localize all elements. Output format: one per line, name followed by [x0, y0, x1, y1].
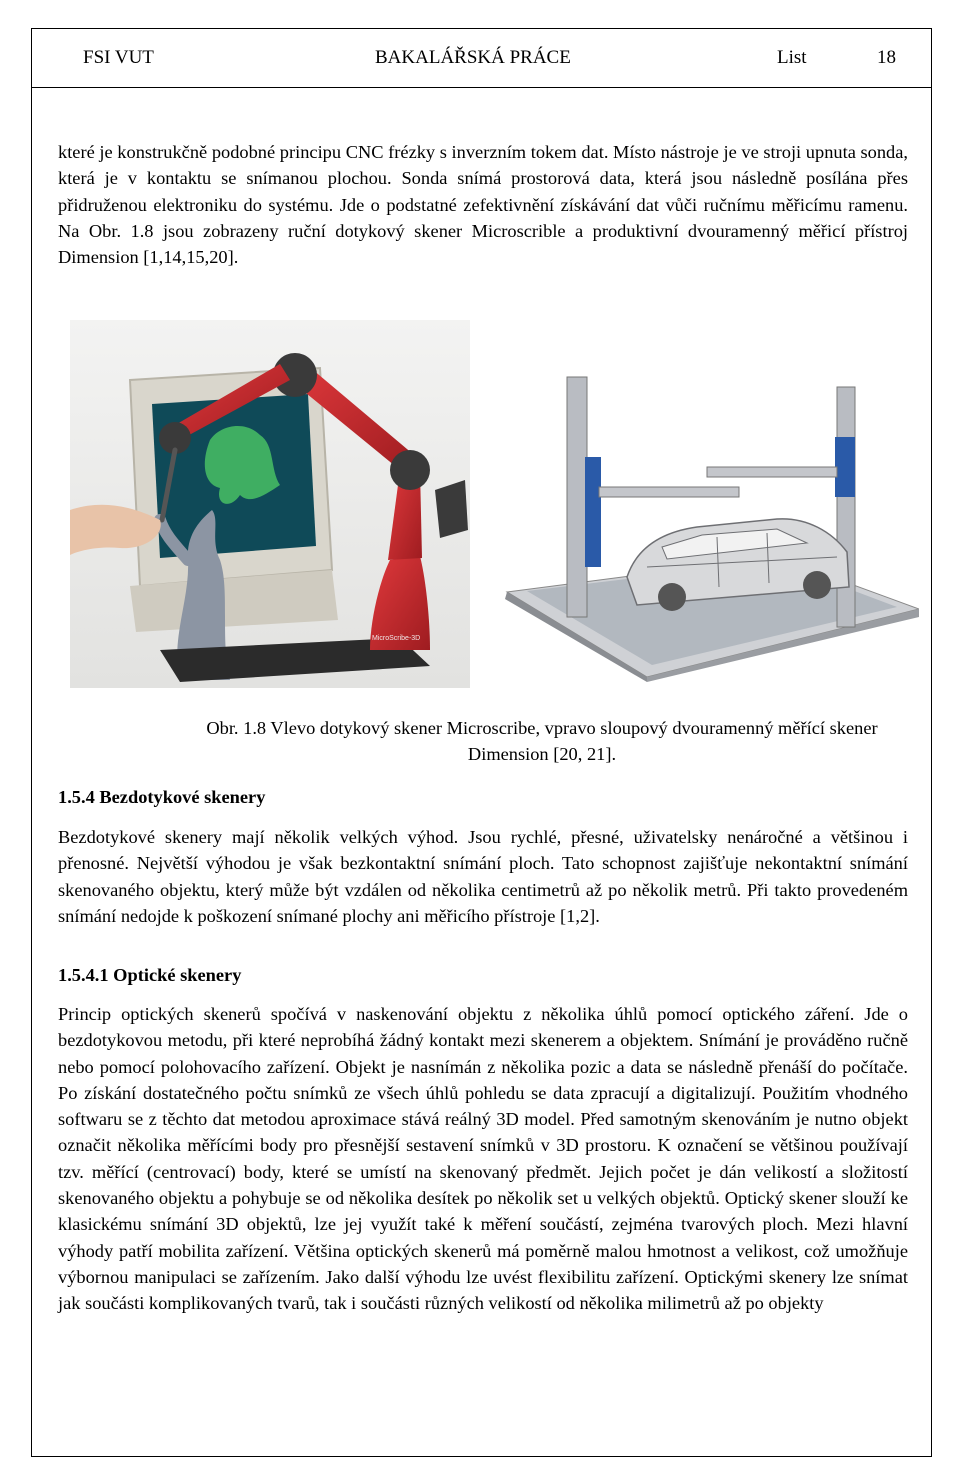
header-page-number: 18	[877, 47, 896, 68]
header-institution: FSI VUT	[83, 47, 154, 68]
page-header	[32, 29, 931, 88]
header-list-label: List	[777, 47, 807, 68]
figure-microscribe-image	[70, 320, 470, 688]
figure-caption: Obr. 1.8 Vlevo dotykový skener Microscribe, vpravo sloupový dvouramenný měřící skener Dimension [20, 21].	[206, 718, 878, 764]
section-heading-1-5-4: 1.5.4 Bezdotykové skenery	[58, 787, 266, 807]
paragraph-intro: které je konstrukčně podobné principu CNC frézky s inverzním tokem dat. Místo nástroje je ve stroji upnuta sonda, která je v kontaktu se snímanou plochou. Sonda snímá prostorová data, která jsou následně posílána přes přidruženou elektroniku do systému. Jde o podstatné zefektivnění získávání dat vůči ručnímu měřicímu ramenu. Na Obr. 1.8 jsou zobrazeny ruční dotykový skener Microscrible a produktivní dvouramenný měřicí přístroj Dimension [1,14,15,20].	[58, 142, 908, 268]
microscribe-logo: MicroScribe-3D	[372, 635, 421, 642]
section-heading-1-5-4-1: 1.5.4.1 Optické skenery	[58, 965, 242, 985]
paragraph-noncontact-scanners: Bezdotykové skenery mají několik velkých výhod. Jsou rychlé, přesné, uživatelsky nenáročné a většinou i přenosné. Největší výhodou je však bezkontaktní snímání ploch. Tato schopnost zajišťuje nekontaktní snímání skenovaného objektu, který může být vzdálen od několika centimetrů až po několik metrů. Při takto provedeném snímání nedojde k poškození snímané plochy ani měřicího přístroje [1,2].	[58, 827, 908, 926]
page-frame	[31, 28, 932, 1457]
header-title: BAKALÁŘSKÁ PRÁCE	[375, 47, 571, 68]
figure-dimension-cmm-image	[487, 347, 919, 682]
paragraph-optical-scanners: Princip optických skenerů spočívá v naskenování objektu z několika úhlů pomocí optického záření. Jde o bezdotykovou metodu, při které neprobíhá žádný kontakt mezi skenerem a objektem. Snímání je prováděno ručně nebo pomocí polohovacího zařízení. Objekt je nasnímán z několika pozic a data se následně přenáší do počítače. Po získání dostatečného počtu snímků ze všech úhlů pohledu se data zpracují a digitalizují. Použitím vhodného softwaru se z těchto dat metodou aproximace stává reálný 3D model. Před samotným skenováním je nutno objekt označit několika měřícími body pro přesnější sestavení snímků v 3D prostoru. K označení se většinou používají tzv. měřící (centrovací) body, které se umístí na skenovaný předmět. Jejich počet je dán velikostí a složitostí skenovaného objektu a pohybuje se od několika desítek po několik set u velkých objektů. Optický skener slouží ke klasickému snímání 3D objektů, lze jej využít také k měření součástí, zejména tvarových ploch. Mezi hlavní výhody patří mobilita zařízení. Většina optických skenerů má poměrně malou hmotnost a velikost, což umožňuje výbornou manipulaci se zařízením. Jako další výhodu lze uvést flexibilitu zařízení. Optickými skenery lze snímat jak součásti komplikovaných tvarů, tak i součásti různých velikostí od několika milimetrů až po objekty	[58, 1004, 908, 1314]
